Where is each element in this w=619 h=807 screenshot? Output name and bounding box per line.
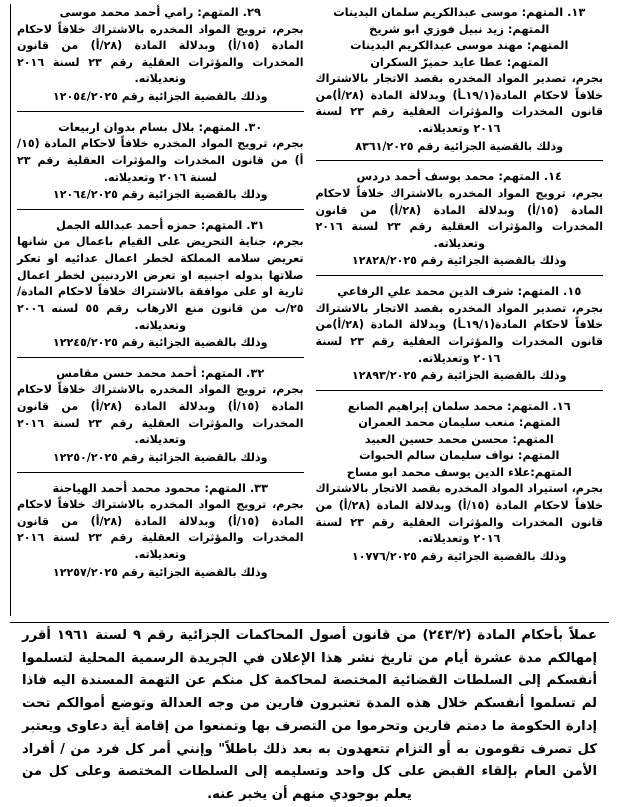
- case-number: وذلك بالقضية الجزائية رقم ١٢٨٩٣/٢٠٢٥: [351, 369, 567, 383]
- charge-text: بجرم، ترويج المواد المخدره خلافاً لاحكام المادة (١٥/أ) من قانون المخدرات والمؤثرات العقلية رقم ٢٣ لسنة ٢٠١٦ وتعديلاته.: [17, 137, 304, 184]
- defendant-name: ١٤. المتهم: محمد يوسف أحمد دردس: [356, 169, 562, 184]
- defendant-name: ٣٣. المتهم: محمود محمد أحمد الهياجنة: [52, 480, 269, 495]
- co-defendant-name: المتهم: منعب سليمان محمد العمران: [358, 415, 561, 430]
- charge-text: بجرم، جناية التحريض على القيام باعمال من شانها تعريض سلامه المملكة لخطر اعمال عدائيه او تعكر صلاتها بدوله اجنبيه او تعرض الاردنيين لخطر اعمال ثارية او على موافقة بالاشتراك خلافاً لاحكام المادة/٢٥/ب من قانون منع الارهاب رقم ٥٥ لسنه ٢٠٠٦ وتعديلاته.: [17, 235, 304, 332]
- defendant-name: ١٣. المتهم: موسى عبدالكريم سلمان البدينات: [333, 5, 586, 19]
- co-defendant-name: المتهم: زيد نبيل فوزي ابو شريخ: [369, 21, 550, 36]
- charge-text: بجرم، ترويج المواد المخدره بالاشتراك خلافاً لاحكام المادة (١٥/أ) وبدلالة المادة (٢٨/أ) من قانون المخدرات والمؤثرات العقلية رقم ٢٣ لسنة ٢٠١٦ وتعديلاته.: [17, 22, 304, 86]
- legal-notice-paragraph: عملاً بأحكام المادة (٢٤٣/٢) من قانون أصول المحاكمات الجزائية رقم ٩ لسنة ١٩٦١ أقرر إمهالكم مدة عشرة أيام من تاريخ نشر هذا الإعلان في الجريدة الرسمية المحلية لتسلموا أنفسكم إلى السلطات القضائية المختصة لمحاكمة كل منكم عن التهمة المسندة اليه فاذا لم تسلموا أنفسكم خلال هذه المدة تعتبرون فارين من وجه العدالة وتوضع أموالكم تحت إدارة الحكومة ما دمتم فارين وتحرموا من التصرف بها وتمنعوا من إقامة أية دعاوى ويعتبر كل تصرف تقومون به أو التزام تتعهدون به بعد ذلك باطلاً" وإنني أمر كل فرد من / أفراد الأمن العام بإلقاء القبض على كل واحد وتسليمه إلى السلطات المختصة وعلى كل من يعلم بوجودي منهم أن يخبر عنه.: [22, 628, 597, 802]
- co-defendant-name: المتهم: عطا عايد حميرّ السكران: [370, 54, 549, 69]
- defendant-entry: [17, 480, 304, 587]
- defendant-name: ٣١. المتهم: حمزه أحمد عبدالله الجمل: [56, 217, 265, 232]
- defendant-entry: [17, 4, 304, 112]
- case-number: وذلك بالقضية الجزائية رقم ١٠٧٧٦/٢٠٢٥: [351, 550, 567, 564]
- defendant-name: ٣٠. المتهم: بلال بسام بدوان اربيعات: [58, 119, 263, 134]
- case-number: وذلك بالقضية الجزائية رقم ١٢٢٤٥/٢٠٢٥: [52, 336, 268, 350]
- case-number: وذلك بالقضية الجزائية رقم ١٢٨٢٨/٢٠٢٥: [351, 254, 567, 268]
- defendant-entry: [316, 398, 604, 571]
- defendant-entry: [316, 4, 604, 161]
- charge-text: بجرم، ترويج المواد المخدره بالاشتراك خلافاً لاحكام المادة (١٥/أ) وبدلالة المادة (٢٨/أ) من قانون المخدرات والمؤثرات العقلية رقم ٢٣ لسنة ٢٠١٦ وتعديلاته.: [315, 186, 604, 250]
- defendant-entry: [316, 168, 604, 276]
- defendant-name: ١٦. المتهم: محمد سلمان إبراهيم الصانع: [347, 398, 571, 413]
- case-number: وذلك بالقضية الجزائية رقم ٨٣٦١/٢٠٢٥: [355, 139, 564, 153]
- defendant-entry: [17, 119, 304, 210]
- defendant-name: ٢٩. المتهم: رامي أحمد محمد موسى: [59, 5, 261, 19]
- defendant-name: ٣٢. المتهم: أحمد محمد حسن مقامس: [56, 365, 265, 380]
- defendant-entry: [316, 283, 604, 391]
- defendant-entry: [17, 217, 304, 358]
- defendant-name: ١٥. المتهم: شرف الدين محمد علي الرفاعي: [337, 284, 582, 299]
- charge-text: بجرم، ترويج المواد المخدره بالاشتراك خلافاً لاحكام المادة (١٥/أ) وبدلالة المادة (٢٨/أ) من قانون المخدرات والمؤثرات العقلية رقم ٢٣ لسنة ٢٠١٦ وتعديلاته.: [17, 383, 304, 447]
- charge-text: بجرم، استيراد المواد المخدره بقصد الاتجار بالاشتراك خلافاً لاحكام المادة (١٥/أ) وبدلالة المادة (٢٨/أ) من قانون المخدرات والمؤثرات العقلية رقم ٢٣ لسنة ٢٠١٦ وتعديلاته.: [315, 482, 604, 546]
- case-number: وذلك بالقضية الجزائية رقم ١٢٢٥٧/٢٠٢٥: [52, 565, 268, 579]
- defendant-entry: [17, 365, 304, 473]
- charge-text: بجرم، تصدير المواد المخدره بقصد الاتجار بالاشتراك خلافاً لاحكام المادة(١٩/١ـأ) وبدلالة المادة (٢٨/أ)من قانون المخدرات والمؤثرات العقلية رقم ٢٣ لسنة ٢٠١٦ وتعديلاته.: [315, 72, 604, 136]
- right-column: [10, 4, 310, 616]
- co-defendant-name: المتهم: مهند موسى عبدالكريم البدينات: [350, 38, 569, 53]
- legal-notice-footer: [10, 622, 609, 807]
- case-number: وذلك بالقضية الجزائية رقم ١٢٠٦٤/٢٠٢٥: [52, 188, 268, 202]
- case-number: وذلك بالقضية الجزائية رقم ١٢٢٥٠/٢٠٢٥: [52, 450, 268, 464]
- co-defendant-name: المتهم: محسن محمد حسين العبيد: [364, 431, 554, 446]
- left-column: [310, 4, 610, 616]
- two-column-body: [10, 4, 609, 616]
- co-defendant-name: المتهم:علاء الدين يوسف محمد ابو مساح: [346, 464, 572, 479]
- case-number: وذلك بالقضية الجزائية رقم ١٢٠٥٤/٢٠٢٥: [52, 90, 268, 104]
- charge-text: بجرم، ترويج المواد المخدره بالاشتراك خلافاً لاحكام المادة (١٥/أ) وبدلالة المادة (٢٨/أ) من قانون المخدرات والمؤثرات العقلية رقم ٢٣ لسنة ٢٠١٦ وتعديلاته.: [17, 498, 304, 562]
- charge-text: بجرم، تصدير المواد المخدره بقصد الاتجار بالاشتراك خلافاً لاحكام المادة(١٩/١ـأ) وبدلالة المادة (٢٨/أ)من قانون المخدرات والمؤثرات العقلية رقم ٢٣ لسنة ٢٠١٦ وتعديلاته.: [315, 301, 604, 365]
- co-defendant-name: المتهم: نواف سليمان سالم الحبوات: [359, 448, 560, 463]
